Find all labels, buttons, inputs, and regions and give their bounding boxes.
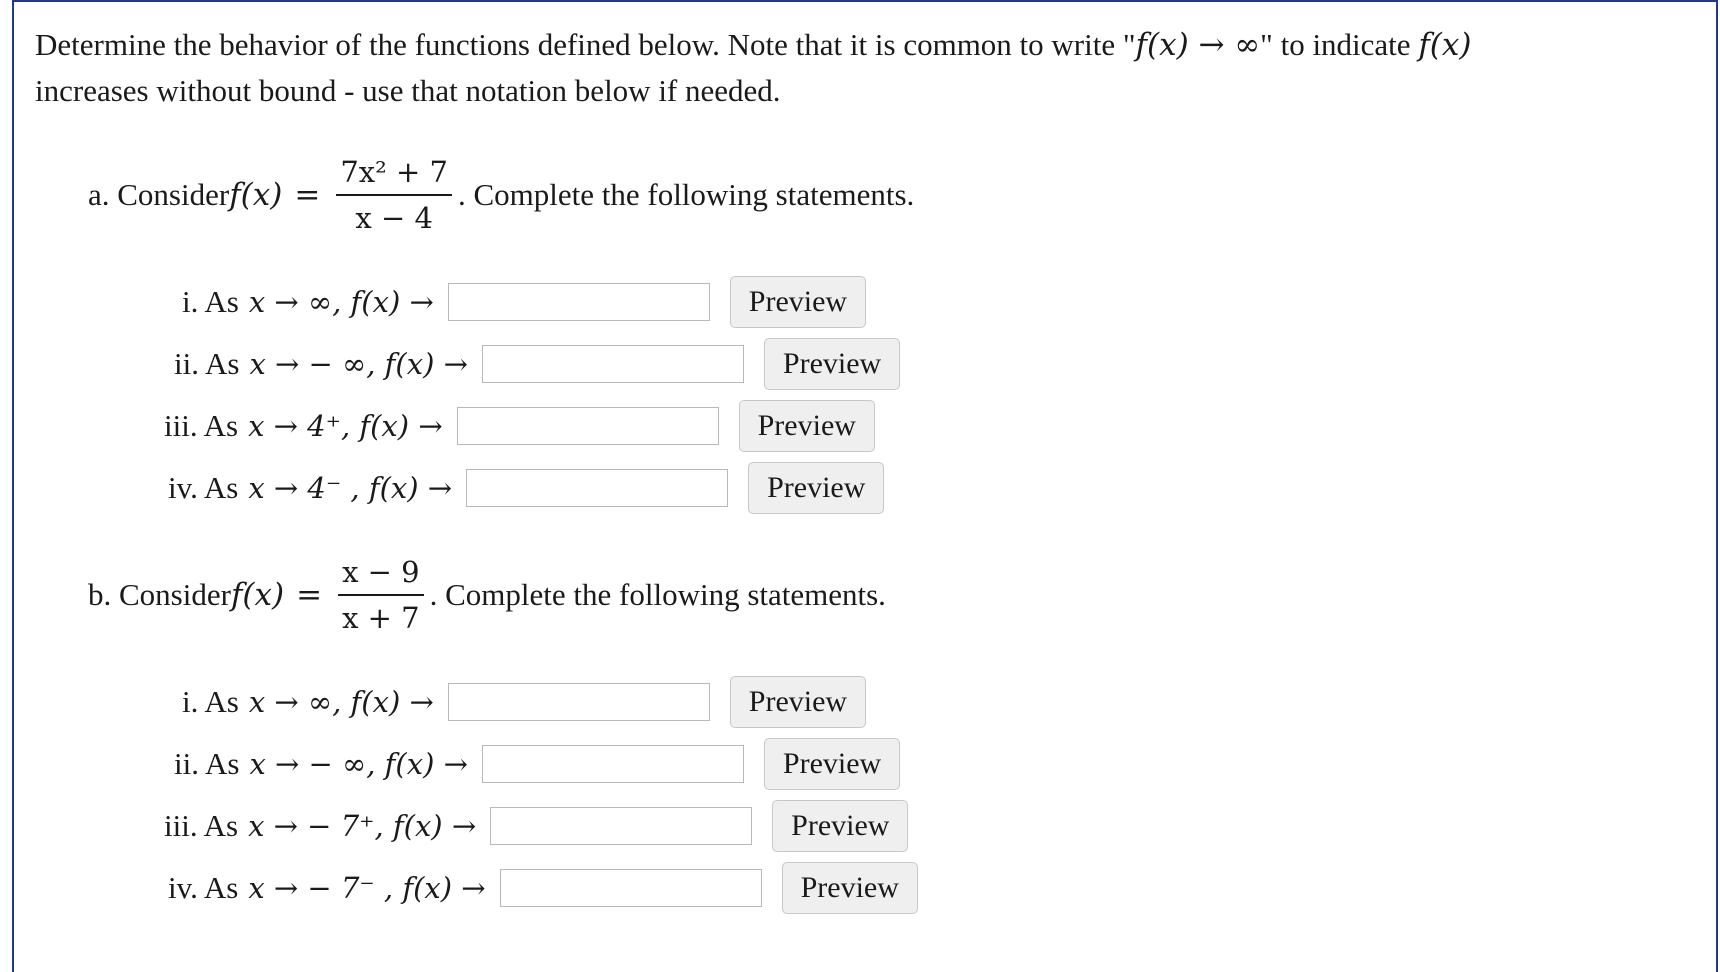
row-math: x → 4⁺, f(x) → — [248, 409, 443, 443]
part-b-equals: = — [296, 577, 323, 613]
part-b-denominator: x + 7 — [342, 601, 420, 635]
row-label: i. As — [182, 284, 239, 319]
part-b-row-iv — [168, 865, 918, 911]
part-a-equals: = — [294, 177, 321, 213]
part-a-suffix: . Complete the following statements. — [457, 177, 915, 212]
part-a-denominator: x − 4 — [355, 201, 433, 235]
part-a-fx: f(x) — [229, 177, 283, 213]
row-math: x → − ∞, f(x) → — [249, 747, 468, 781]
part-b-heading — [88, 545, 886, 645]
row-label: iv. As — [168, 870, 239, 905]
part-b-row-i — [182, 679, 866, 725]
part-b-fraction — [338, 554, 424, 636]
answer-input-b-iv[interactable] — [500, 869, 762, 907]
answer-input-a-iv[interactable] — [466, 469, 728, 507]
row-label: i. As — [182, 684, 239, 719]
answer-input-b-iii[interactable] — [490, 807, 752, 845]
preview-button-a-i[interactable]: Preview — [730, 276, 866, 328]
answer-input-b-i[interactable] — [448, 683, 710, 721]
preview-button-b-i[interactable]: Preview — [730, 676, 866, 728]
part-b-label: b. Consider — [88, 577, 231, 612]
row-math: x → ∞, f(x) → — [248, 685, 434, 719]
part-b-fx: f(x) — [230, 577, 285, 613]
part-b-numerator: x − 9 — [338, 554, 424, 596]
instructions-text-middle: " to indicate — [1260, 27, 1419, 62]
row-math: x → ∞, f(x) → — [248, 285, 434, 319]
part-b-row-iii — [164, 803, 908, 849]
part-a-fraction — [336, 154, 452, 236]
row-math: x → − ∞, f(x) → — [249, 347, 468, 381]
row-label: ii. As — [174, 746, 240, 781]
preview-button-a-ii[interactable]: Preview — [764, 338, 900, 390]
row-label: iii. As — [164, 808, 239, 843]
row-math: x → − 7⁺, f(x) → — [248, 809, 477, 843]
preview-button-b-iv[interactable]: Preview — [782, 862, 918, 914]
answer-input-a-iii[interactable] — [457, 407, 719, 445]
row-label: ii. As — [174, 346, 240, 381]
preview-button-a-iii[interactable]: Preview — [739, 400, 875, 452]
part-b-row-ii — [174, 741, 900, 787]
answer-input-a-i[interactable] — [448, 283, 710, 321]
answer-input-a-ii[interactable] — [482, 345, 744, 383]
part-a-numerator: 7x² + 7 — [336, 154, 452, 196]
row-math: x → 4⁻ , f(x) → — [248, 471, 453, 505]
row-label: iv. As — [168, 470, 239, 505]
preview-button-b-ii[interactable]: Preview — [764, 738, 900, 790]
instructions-math-notation: f(x) → ∞ — [1135, 27, 1261, 63]
row-math: x → − 7⁻ , f(x) → — [248, 871, 486, 905]
part-a-row-i — [182, 279, 866, 325]
instructions — [35, 22, 1695, 114]
preview-button-a-iv[interactable]: Preview — [748, 462, 884, 514]
part-a-label: a. Consider — [88, 177, 230, 212]
instructions-text: Determine the behavior of the functions defined below. Note that it is common to write " — [35, 27, 1136, 62]
answer-input-b-ii[interactable] — [482, 745, 744, 783]
preview-button-b-iii[interactable]: Preview — [772, 800, 908, 852]
part-a-row-iii — [164, 403, 875, 449]
part-a-heading — [88, 145, 914, 245]
row-label: iii. As — [164, 408, 239, 443]
part-a-row-ii — [174, 341, 900, 387]
instructions-line2: increases without bound - use that notation below if needed. — [35, 73, 781, 108]
instructions-math-fx: f(x) — [1418, 27, 1472, 63]
part-b-suffix: . Complete the following statements. — [429, 577, 886, 612]
part-a-row-iv — [168, 465, 884, 511]
